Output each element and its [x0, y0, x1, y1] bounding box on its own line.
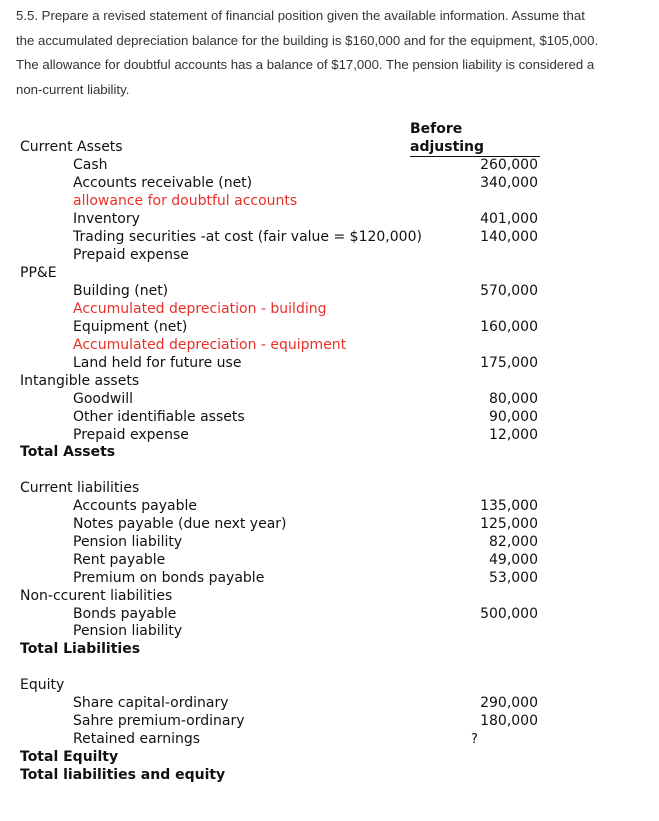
intro-line: The allowance for doubtful accounts has a balance of $17,000. The pension liability is considered a	[16, 57, 595, 73]
row-label-pension-liability: Pension liability	[73, 534, 183, 550]
row-value-rent-payable: 49,000	[489, 552, 538, 568]
row-value-goodwill: 80,000	[489, 391, 538, 407]
row-value-prepaid-expense-2: 12,000	[489, 427, 538, 443]
row-label-rent-payable: Rent payable	[73, 552, 166, 568]
row-label-share-premium: Sahre premium-ordinary	[73, 713, 245, 729]
section-current-assets: Current Assets	[20, 139, 123, 155]
row-label-share-capital: Share capital-ordinary	[73, 695, 229, 711]
section-equity: Equity	[20, 677, 65, 693]
row-value-trading-securities: 140,000	[480, 229, 538, 245]
row-label-bonds-payable: Bonds payable	[73, 606, 177, 622]
row-label-land: Land held for future use	[73, 355, 242, 371]
row-label-retained-earnings: Retained earnings	[73, 731, 201, 747]
row-label-prepaid-expense-2: Prepaid expense	[73, 427, 189, 443]
row-label-acc-dep-equipment: Accumulated depreciation - equipment	[73, 337, 347, 353]
row-label-accounts-receivable: Accounts receivable (net)	[73, 175, 253, 191]
section-intangible-assets: Intangible assets	[20, 373, 140, 389]
row-value-other-identifiable: 90,000	[489, 409, 538, 425]
row-label-building: Building (net)	[73, 283, 169, 299]
row-value-accounts-receivable: 340,000	[480, 175, 538, 191]
row-value-share-premium: 180,000	[480, 713, 538, 729]
column-header-before-adjusting: Before adjusting	[410, 120, 540, 157]
row-label-prepaid-expense: Prepaid expense	[73, 247, 189, 263]
row-label-accounts-payable: Accounts payable	[73, 498, 197, 514]
total-assets: Total Assets	[20, 444, 116, 460]
row-value-cash: 260,000	[480, 157, 538, 173]
row-value-share-capital: 290,000	[480, 695, 538, 711]
row-label-equipment: Equipment (net)	[73, 319, 188, 335]
total-equity: Total Equilty	[20, 749, 119, 765]
row-value-pension-liability: 82,000	[489, 534, 538, 550]
intro-line: 5.5. Prepare a revised statement of financial position given the available information. Assume that	[16, 8, 585, 23]
row-value-notes-payable: 125,000	[480, 516, 538, 532]
row-value-inventory: 401,000	[480, 211, 538, 227]
intro-line: the accumulated depreciation balance for the building is $160,000 and for the equipment, $105,000.	[16, 32, 599, 48]
section-ppe: PP&E	[20, 265, 57, 281]
row-label-premium-bonds: Premium on bonds payable	[73, 570, 265, 586]
row-label-notes-payable: Notes payable (due next year)	[73, 516, 287, 532]
row-value-equipment: 160,000	[480, 319, 538, 335]
intro-line: non-current liability.	[16, 81, 130, 97]
row-label-goodwill: Goodwill	[73, 391, 133, 407]
row-label-acc-dep-building: Accumulated depreciation - building	[73, 301, 327, 317]
row-value-retained-earnings: ?	[471, 732, 478, 747]
total-liabilities: Total Liabilities	[20, 641, 141, 657]
section-current-liabilities: Current liabilities	[20, 480, 140, 496]
row-value-building: 570,000	[480, 283, 538, 299]
row-label-other-identifiable: Other identifiable assets	[73, 409, 245, 425]
row-value-bonds-payable: 500,000	[480, 606, 538, 622]
row-value-premium-bonds: 53,000	[489, 570, 538, 586]
row-value-accounts-payable: 135,000	[480, 498, 538, 514]
problem-statement	[16, 4, 646, 102]
row-label-pension-liability-noncurrent: Pension liability	[73, 623, 183, 639]
row-value-land: 175,000	[480, 355, 538, 371]
row-label-cash: Cash	[73, 157, 108, 173]
section-noncurrent-liabilities: Non-ccurent liabilities	[20, 588, 173, 604]
row-label-allowance: allowance for doubtful accounts	[73, 193, 298, 209]
row-label-inventory: Inventory	[73, 211, 140, 227]
total-liabilities-and-equity: Total liabilities and equity	[20, 767, 226, 783]
row-label-trading-securities: Trading securities -at cost (fair value = $120,000)	[73, 229, 422, 245]
